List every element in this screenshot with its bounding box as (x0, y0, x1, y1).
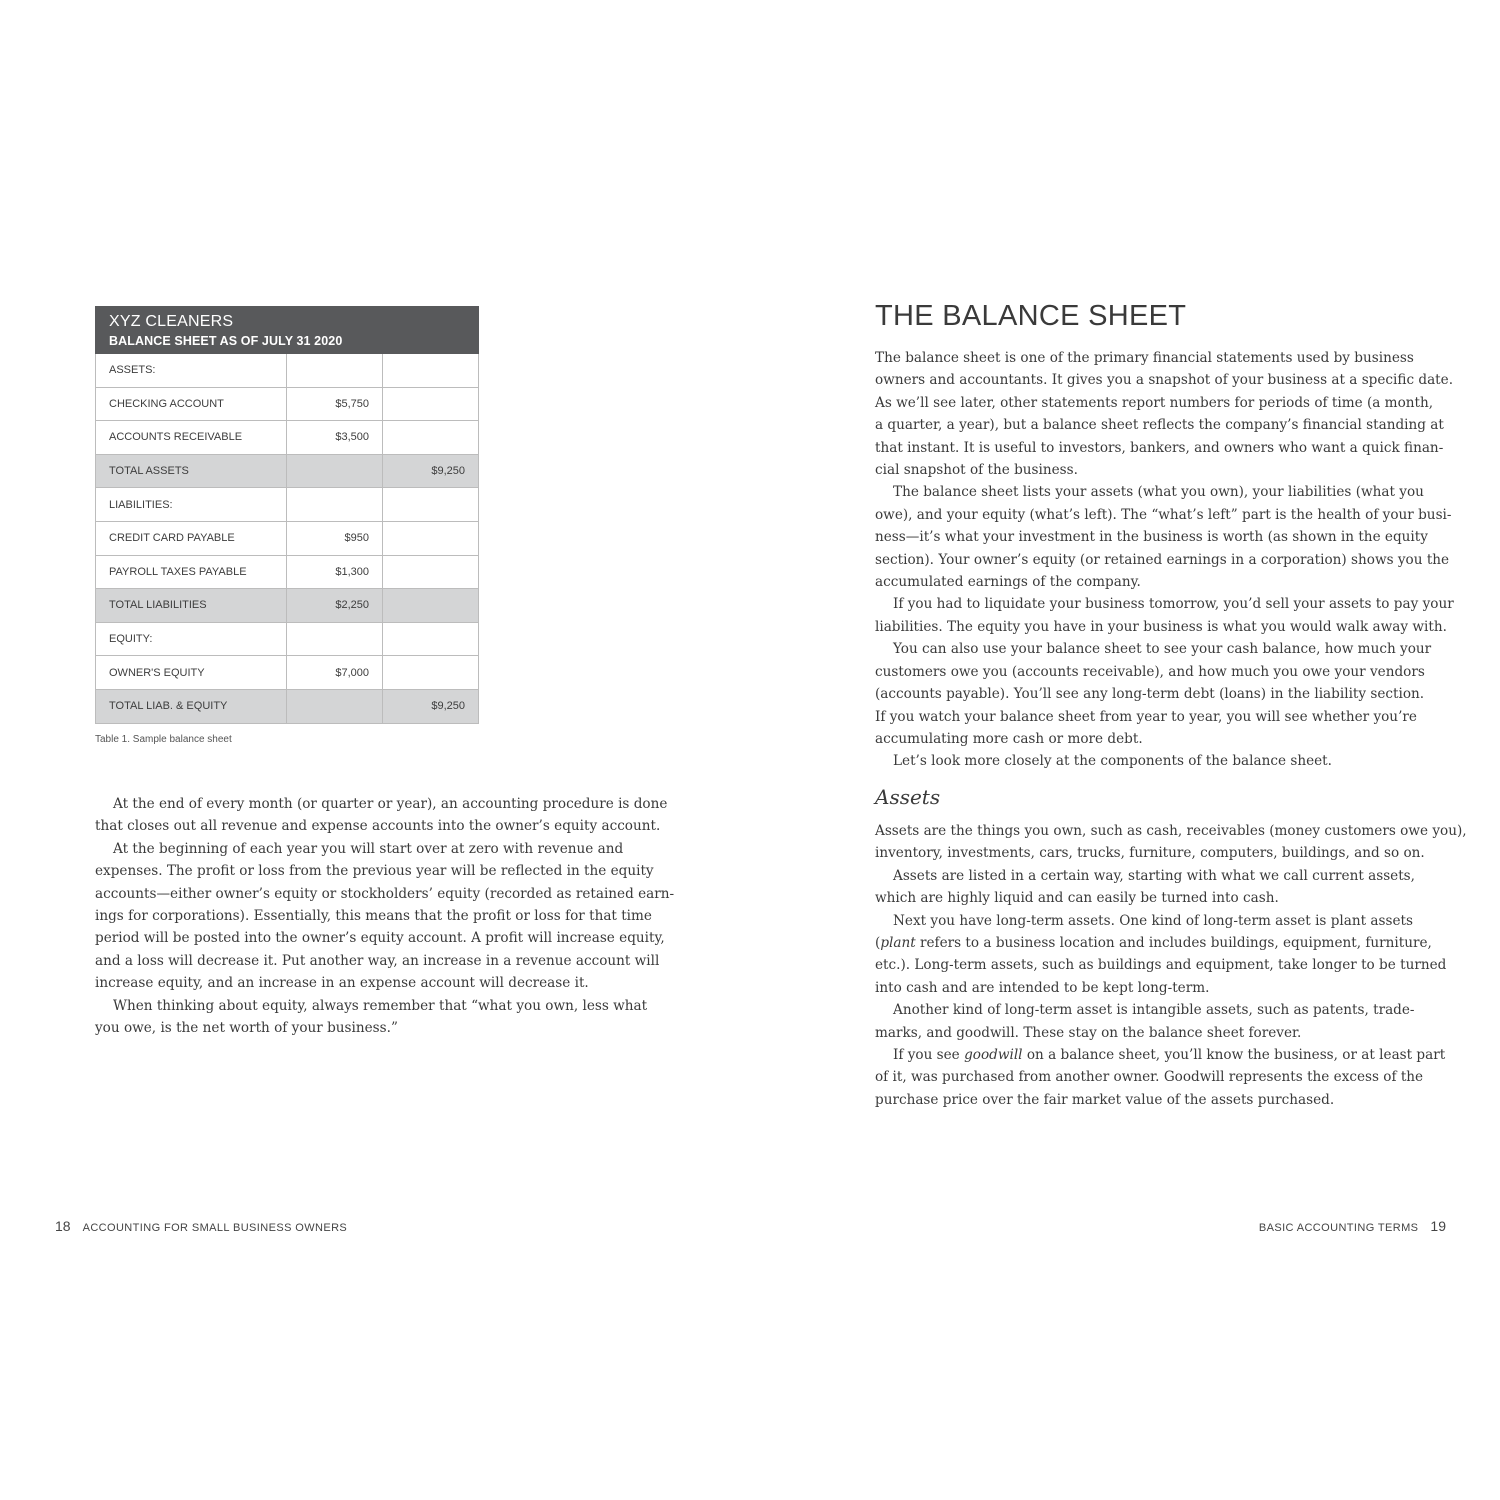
paragraph (95, 838, 675, 995)
text-line: that closes out all revenue and expense accounts into the owner’s equity account. (95, 818, 661, 835)
text-line: (accounts payable). You’ll see any long-term debt (loans) in the liability section. (875, 686, 1425, 703)
amount-cell (383, 354, 479, 387)
amount-cell (383, 623, 479, 656)
paragraph (875, 999, 1415, 1044)
row-label: TOTAL ASSETS (95, 455, 287, 488)
page-number: 18 (55, 1218, 71, 1234)
table-row (95, 690, 479, 724)
text-line: cial snapshot of the business. (875, 462, 1078, 479)
paragraph (875, 865, 1415, 910)
running-footer: ACCOUNTING FOR SMALL BUSINESS OWNERS (82, 1222, 348, 1234)
right-footer (1259, 1218, 1446, 1234)
text-line: The balance sheet lists your assets (what you own), your liabilities (what you (893, 484, 1424, 501)
text-line: If you watch your balance sheet from year to year, you will see whether you’re (875, 708, 1417, 725)
page-number: 19 (1430, 1218, 1446, 1234)
paragraph (875, 347, 1454, 481)
amount-cell: $2,250 (287, 589, 383, 622)
paragraph (875, 1066, 1424, 1111)
text-run: If you see (893, 1047, 965, 1064)
amount-cell (383, 522, 479, 555)
table-header (95, 306, 479, 354)
table-row (95, 522, 479, 556)
amount-cell (287, 690, 383, 723)
text-line (857, 932, 1432, 954)
row-label: ASSETS: (95, 354, 287, 387)
text-run: ( (875, 935, 881, 952)
text-line: purchase price over the fair market value of the assets purchased. (875, 1091, 1335, 1108)
assets-body-text (875, 820, 1467, 1111)
text-line: The balance sheet is one of the primary financial statements used by business (875, 350, 1414, 366)
table-row (95, 354, 479, 388)
amount-cell: $9,250 (383, 690, 479, 723)
amount-cell: $9,250 (383, 455, 479, 488)
text-run: on a balance sheet, you’ll know the business, or at least part (1022, 1047, 1446, 1064)
text-line: increase equity, and an increase in an expense account will decrease it. (95, 975, 589, 992)
paragraph (875, 481, 1452, 593)
text-line: you owe, is the net worth of your business.” (95, 1020, 398, 1037)
amount-cell (287, 354, 383, 387)
text-line: inventory, investments, cars, trucks, furniture, computers, buildings, and so on. (875, 845, 1425, 862)
amount-cell: $1,300 (287, 556, 383, 589)
text-line: You can also use your balance sheet to see your cash balance, how much your (893, 641, 1432, 658)
text-line: Next you have long-term assets. One kind of long-term asset is plant assets (893, 912, 1413, 929)
paragraph (95, 995, 648, 1040)
text-line: etc.). Long-term assets, such as buildings and equipment, take longer to be turned (875, 957, 1447, 974)
text-line: owners and accountants. It gives you a snapshot of your business at a specific date. (875, 372, 1454, 389)
table-body (95, 354, 479, 724)
text-line: ings for corporations). Essentially, this means that the profit or loss for that time (95, 908, 652, 925)
amount-cell: $7,000 (287, 656, 383, 689)
amount-cell (287, 623, 383, 656)
paragraph (875, 593, 1454, 638)
row-label: EQUITY: (95, 623, 287, 656)
table-row (95, 455, 479, 489)
row-label: OWNER'S EQUITY (95, 656, 287, 689)
paragraph (875, 820, 1467, 865)
table-row (95, 656, 479, 690)
text-line: accumulated earnings of the company. (875, 574, 1141, 591)
text-line: liabilities. The equity you have in your business is what you would walk away with. (875, 618, 1447, 635)
paragraph (875, 954, 1447, 999)
text-line: As we’ll see later, other statements report numbers for periods of time (a month, (875, 394, 1434, 411)
text-run: refers to a business location and includes buildings, equipment, furniture, (915, 935, 1432, 952)
text-line: Assets are listed in a certain way, starting with what we call current assets, (893, 867, 1415, 884)
text-line: customers owe you (accounts receivable), and how much you owe your vendors (875, 663, 1425, 680)
text-line: Let’s look more closely at the components of the balance sheet. (893, 753, 1332, 770)
row-label: ACCOUNTS RECEIVABLE (95, 421, 287, 454)
italic-term-goodwill: goodwill (964, 1047, 1023, 1064)
table-subtitle: BALANCE SHEET AS OF JULY 31 2020 (109, 334, 343, 348)
text-line: accounts—either owner’s equity or stockholders’ equity (recorded as retained earn- (95, 885, 675, 902)
row-label: PAYROLL TAXES PAYABLE (95, 556, 287, 589)
amount-cell (383, 556, 479, 589)
row-label: CHECKING ACCOUNT (95, 388, 287, 421)
table-row (95, 556, 479, 590)
right-body-text (875, 347, 1454, 773)
text-line (875, 1044, 1446, 1066)
paragraph (875, 910, 1432, 955)
amount-cell (383, 421, 479, 454)
text-line: marks, and goodwill. These stay on the balance sheet forever. (875, 1024, 1302, 1041)
amount-cell (383, 488, 479, 521)
row-label: CREDIT CARD PAYABLE (95, 522, 287, 555)
text-line: that instant. It is useful to investors, bankers, and owners who want a quick finan- (875, 439, 1444, 456)
row-label: LIABILITIES: (95, 488, 287, 521)
text-line: Another kind of long-term asset is intangible assets, such as patents, trade- (893, 1002, 1415, 1019)
text-line: a quarter, a year), but a balance sheet reflects the company’s financial standing at (875, 417, 1444, 434)
table-row (95, 421, 479, 455)
text-line: At the beginning of each year you will start over at zero with revenue and (113, 840, 624, 857)
table-row (95, 388, 479, 422)
text-line: ness—it’s what your investment in the business is worth (as shown in the equity (875, 529, 1428, 546)
amount-cell (383, 589, 479, 622)
text-line: accumulating more cash or more debt. (875, 730, 1143, 747)
left-footer (55, 1218, 347, 1234)
amount-cell: $950 (287, 522, 383, 555)
row-label: TOTAL LIAB. & EQUITY (95, 690, 287, 723)
paragraph (875, 1044, 1446, 1066)
table-row (95, 589, 479, 623)
text-line: If you had to liquidate your business tomorrow, you’d sell your assets to pay your (893, 596, 1454, 613)
amount-cell (383, 656, 479, 689)
amount-cell: $3,500 (287, 421, 383, 454)
text-line: When thinking about equity, always remember that “what you own, less what (113, 997, 648, 1014)
paragraph (95, 793, 668, 838)
balance-sheet-table (95, 306, 479, 724)
row-label: TOTAL LIABILITIES (95, 589, 287, 622)
amount-cell (287, 455, 383, 488)
italic-term-plant: plant (880, 935, 916, 952)
text-line: expenses. The profit or loss from the previous year will be reflected in the equity (95, 863, 654, 880)
text-line: owe), and your equity (what’s left). The “what’s left” part is the health of your busi- (875, 506, 1452, 523)
amount-cell: $5,750 (287, 388, 383, 421)
left-body-text (95, 793, 675, 1039)
text-line: Assets are the things you own, such as cash, receivables (money customers owe you), (875, 823, 1467, 839)
table-row (95, 623, 479, 657)
text-line: At the end of every month (or quarter or year), an accounting procedure is done (113, 796, 668, 812)
text-line: which are highly liquid and can easily be turned into cash. (875, 890, 1279, 907)
paragraph (875, 638, 1432, 750)
assets-subheading: Assets (875, 785, 941, 809)
table-row (95, 488, 479, 522)
paragraph (875, 750, 1410, 772)
amount-cell (287, 488, 383, 521)
amount-cell (383, 388, 479, 421)
text-line: section). Your owner’s equity (or retained earnings in a corporation) shows you the (875, 551, 1450, 568)
running-footer: BASIC ACCOUNTING TERMS (1258, 1222, 1419, 1234)
table-title: XYZ CLEANERS (109, 313, 234, 330)
text-line: of it, was purchased from another owner. Goodwill represents the excess of the (875, 1069, 1424, 1086)
text-line: and a loss will decrease it. Put another way, an increase in a revenue account will (95, 952, 660, 969)
text-line: period will be posted into the owner’s equity account. A profit will increase equity, (95, 930, 665, 947)
table-caption: Table 1. Sample balance sheet (95, 734, 232, 745)
text-line: into cash and are intended to be kept long-term. (875, 979, 1210, 996)
section-heading: THE BALANCE SHEET (875, 300, 1187, 332)
